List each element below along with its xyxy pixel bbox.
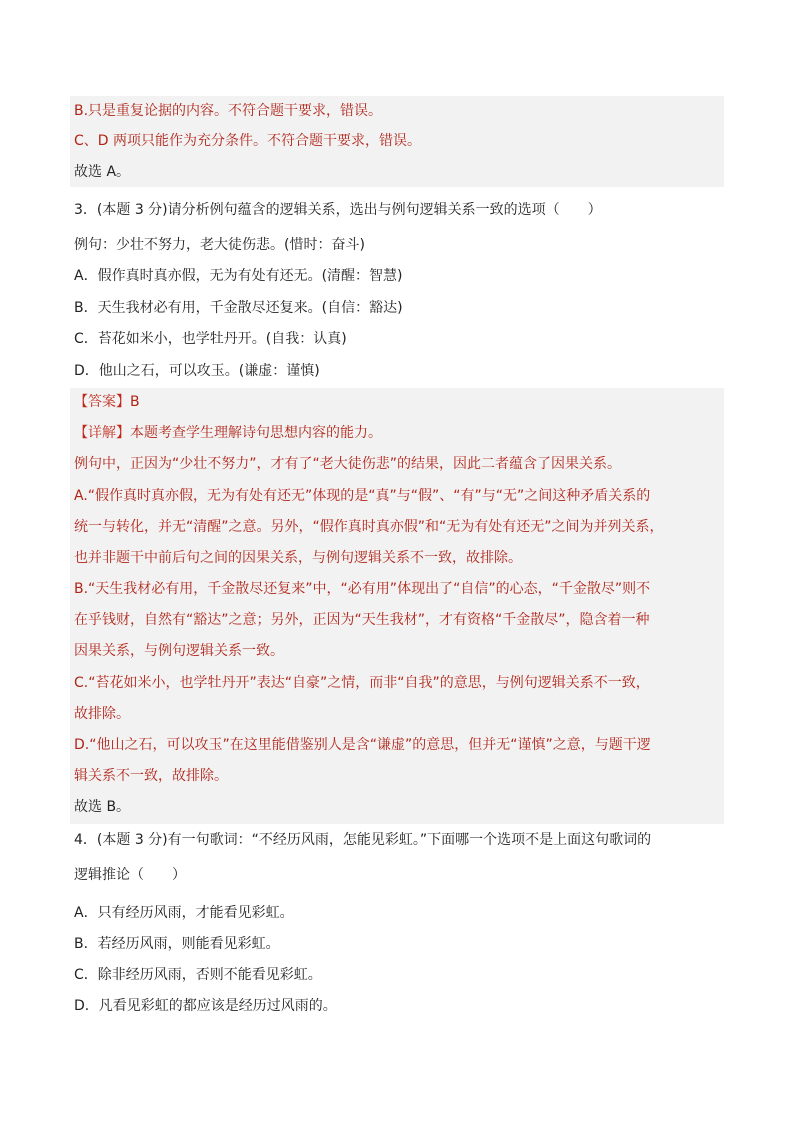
block1-line-2: C、D 两项只能作为充分条件。不符合题干要求，错误。 bbox=[74, 133, 422, 149]
detail-line-4: 也并非题干中前后句之间的因果关系，与例句逻辑关系不一致，故排除。 bbox=[74, 550, 522, 566]
q4-stem-line-2: 逻辑推论（ ） bbox=[74, 867, 186, 883]
answer-value: B bbox=[130, 394, 140, 410]
answer-label: 【答案】 bbox=[74, 394, 130, 410]
answer3-conclusion: 故选 B。 bbox=[74, 799, 131, 815]
detail-line-2: A.“假作真时真亦假，无为有处有还无”体现的是“真”与“假”、“有”与“无”之间这种矛盾关系的 bbox=[74, 488, 651, 504]
detail-line-1: 例句中，正因为“少壮不努力”，才有了“老大徒伤悲”的结果，因此二者蕴含了因果关系。 bbox=[74, 456, 622, 472]
q4-option-d: D．凡看见彩虹的都应该是经历过风雨的。 bbox=[74, 998, 337, 1014]
detail-line-6: 在乎钱财，自然有“豁达”之意；另外，正因为“天生我材”，才有资格“千金散尽”，隐含着一种 bbox=[74, 612, 650, 628]
detail-line-3: 统一与转化，并无“清醒”之意。另外，“假作真时真亦假”和“无为有处有还无”之间为并列关系， bbox=[74, 519, 664, 535]
q3-example: 例句：少壮不努力，老大徒伤悲。(惜时：奋斗) bbox=[74, 237, 365, 253]
block1-line-1: B.只是重复论据的内容。不符合题干要求，错误。 bbox=[74, 103, 383, 119]
q3-option-a: A．假作真时真亦假，无为有处有还无。(清醒：智慧) bbox=[74, 268, 403, 284]
detail-line bbox=[74, 423, 382, 443]
q4-stem-line-1: 4．(本题 3 分)有一句歌词：“不经历风雨，怎能见彩虹。”下面哪一个选项不是上面这句歌词的 bbox=[74, 832, 652, 848]
detail-text: 本题考查学生理解诗句思想内容的能力。 bbox=[130, 425, 382, 441]
q3-option-d: D．他山之石，可以攻玉。(谦虚：谨慎) bbox=[74, 363, 320, 379]
q3-option-b: B．天生我材必有用，千金散尽还复来。(自信：豁达) bbox=[74, 300, 403, 316]
detail-line-7: 因果关系，与例句逻辑关系一致。 bbox=[74, 643, 284, 659]
q4-option-a: A．只有经历风雨，才能看见彩虹。 bbox=[74, 905, 294, 921]
detail-line-9: 故排除。 bbox=[74, 706, 130, 722]
detail-line-8: C.“苔花如米小，也学牡丹开”表达“自豪”之情，而非“自我”的意思，与例句逻辑关系不一致， bbox=[74, 675, 650, 691]
q4-option-c: C．除非经历风雨，否则不能看见彩虹。 bbox=[74, 967, 322, 983]
detail-line-11: 辑关系不一致，故排除。 bbox=[74, 768, 228, 784]
detail-label: 【详解】 bbox=[74, 425, 130, 441]
block1-conclusion: 故选 A。 bbox=[74, 164, 131, 180]
q3-option-c: C．苔花如米小，也学牡丹开。(自我：认真) bbox=[74, 331, 347, 347]
q3-stem: 3．(本题 3 分)请分析例句蕴含的逻辑关系，选出与例句逻辑关系一致的选项（ ） bbox=[74, 202, 602, 218]
q4-option-b: B．若经历风雨，则能看见彩虹。 bbox=[74, 936, 280, 952]
detail-line-10: D.“他山之石，可以攻玉”在这里能借鉴别人是含“谦虚”的意思，但并无“谨慎”之意，与题干逻 bbox=[74, 737, 651, 753]
answer-line bbox=[74, 392, 140, 412]
detail-line-5: B.“天生我材必有用，千金散尽还复来”中，“必有用”体现出了“自信”的心态，“千金散尽”则不 bbox=[74, 581, 651, 597]
